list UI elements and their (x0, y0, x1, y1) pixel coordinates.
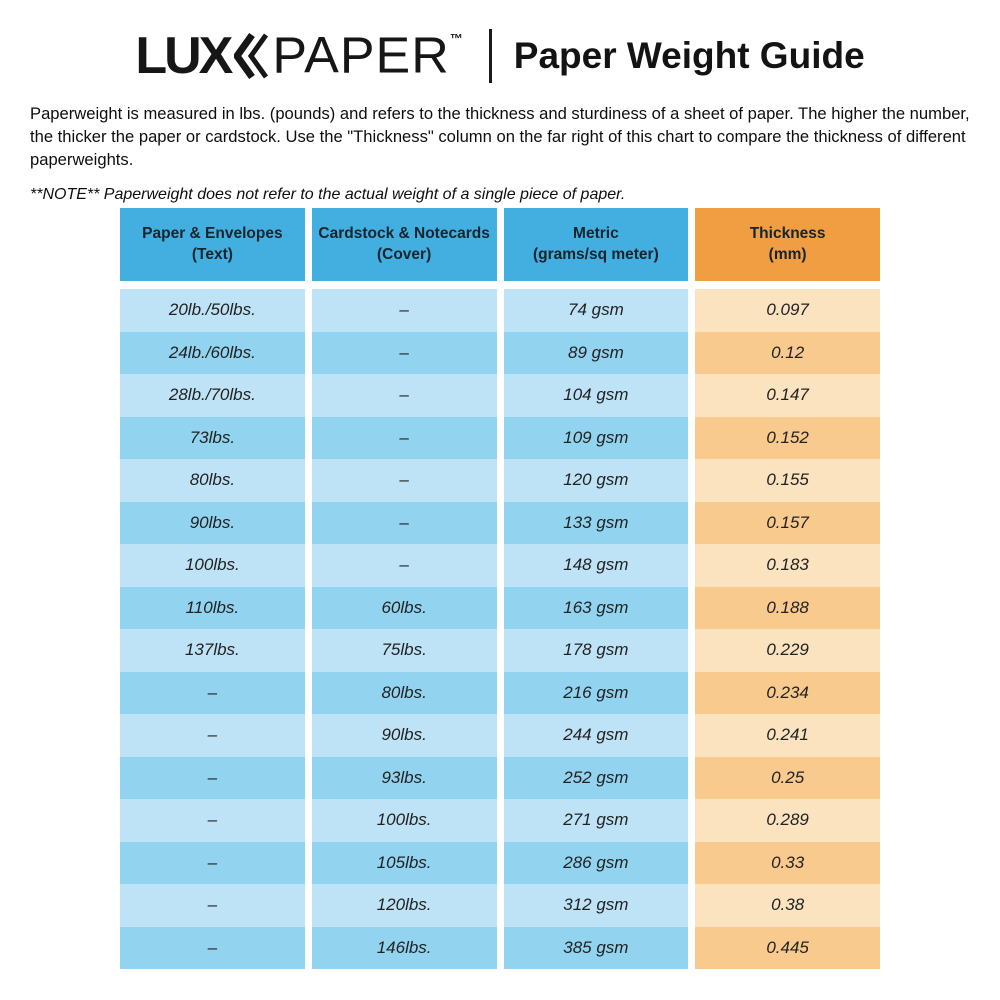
trademark-symbol: ™ (449, 30, 463, 46)
table-cell: 60lbs. (312, 587, 497, 630)
table-cell: 0.33 (695, 842, 880, 885)
table-cell: 0.38 (695, 884, 880, 927)
table-cell: 0.147 (695, 374, 880, 417)
table-row (120, 544, 880, 587)
table-cell: 90lbs. (312, 714, 497, 757)
table-cell: – (312, 417, 497, 460)
table-cell: 110lbs. (120, 587, 305, 630)
table-header-row (120, 208, 880, 281)
table-cell: 0.183 (695, 544, 880, 587)
table-cell: 271 gsm (504, 799, 689, 842)
table-cell: 0.241 (695, 714, 880, 757)
table-cell: 0.229 (695, 629, 880, 672)
table-cell: 24lb./60lbs. (120, 332, 305, 375)
note-text: **NOTE** Paperweight does not refer to the actual weight of a single piece of paper. (30, 186, 626, 203)
table-row (120, 459, 880, 502)
intro-paragraph: Paperweight is measured in lbs. (pounds) and refers to the thickness and sturdiness of a sheet of paper. The higher the number, the thicker the paper or cardstock. Use the "Thickness" column on the far right of this chart to compare the thickness of different paperweights. (30, 104, 970, 169)
table-cell: 105lbs. (312, 842, 497, 885)
table-cell: 244 gsm (504, 714, 689, 757)
table-cell: – (312, 459, 497, 502)
page-title: Paper Weight Guide (513, 35, 865, 76)
table-cell: – (312, 502, 497, 545)
column-header-label: Metric (573, 225, 619, 243)
table-cell: 104 gsm (504, 374, 689, 417)
table-cell: – (120, 757, 305, 800)
column-header-sublabel: (mm) (768, 245, 807, 263)
table-cell: – (312, 289, 497, 332)
table-cell: 146lbs. (312, 927, 497, 970)
column-header-sublabel: (grams/sq meter) (532, 245, 659, 263)
table-cell: 90lbs. (120, 502, 305, 545)
table-cell: 75lbs. (312, 629, 497, 672)
table-cell: 120lbs. (312, 884, 497, 927)
table-cell: – (120, 884, 305, 927)
double-chevron-left-icon (234, 33, 270, 83)
column-header-metric (504, 208, 689, 281)
table-row (120, 799, 880, 842)
table-cell: 286 gsm (504, 842, 689, 885)
column-header-sublabel: (Cover) (376, 245, 432, 263)
table-cell: 312 gsm (504, 884, 689, 927)
table-cell: 93lbs. (312, 757, 497, 800)
table-cell: 0.155 (695, 459, 880, 502)
table-cell: 133 gsm (504, 502, 689, 545)
table-row (120, 332, 880, 375)
column-header-label: Paper & Envelopes (142, 225, 283, 243)
paper-weight-table (120, 208, 880, 969)
table-cell: 252 gsm (504, 757, 689, 800)
table-cell: 0.097 (695, 289, 880, 332)
table-cell: – (120, 842, 305, 885)
table-row (120, 842, 880, 885)
table-cell: 120 gsm (504, 459, 689, 502)
table-cell: – (312, 544, 497, 587)
logo-paper-text: PAPER (272, 27, 450, 84)
table-cell: 0.157 (695, 502, 880, 545)
table-cell: 0.234 (695, 672, 880, 715)
table-cell: – (120, 672, 305, 715)
table-cell: – (120, 799, 305, 842)
table-cell: 385 gsm (504, 927, 689, 970)
table-cell: – (312, 374, 497, 417)
table-cell: 0.289 (695, 799, 880, 842)
title-divider (489, 29, 492, 83)
table-cell: 74 gsm (504, 289, 689, 332)
table-row (120, 374, 880, 417)
table-cell: 28lb./70lbs. (120, 374, 305, 417)
table-row (120, 714, 880, 757)
table-cell: 137lbs. (120, 629, 305, 672)
table-cell: 80lbs. (312, 672, 497, 715)
table-body (120, 289, 880, 969)
column-header-cardstock-notecards (312, 208, 497, 281)
table-row (120, 884, 880, 927)
table-row (120, 502, 880, 545)
table-cell: 73lbs. (120, 417, 305, 460)
table-cell: 89 gsm (504, 332, 689, 375)
column-header-label: Thickness (749, 225, 826, 243)
column-header-paper-envelopes (120, 208, 305, 281)
table-cell: 0.152 (695, 417, 880, 460)
table-cell: 20lb./50lbs. (120, 289, 305, 332)
lux-paper-logo (135, 26, 463, 85)
table-cell: 109 gsm (504, 417, 689, 460)
table-cell: – (120, 927, 305, 970)
table-cell: 216 gsm (504, 672, 689, 715)
table-cell: 178 gsm (504, 629, 689, 672)
table-cell: 148 gsm (504, 544, 689, 587)
table-row (120, 927, 880, 970)
table-row (120, 289, 880, 332)
table-cell: 0.12 (695, 332, 880, 375)
table-cell: – (312, 332, 497, 375)
column-header-label: Cardstock & Notecards (318, 225, 490, 243)
table-cell: 0.188 (695, 587, 880, 630)
brand-header (0, 0, 1000, 86)
table-cell: 80lbs. (120, 459, 305, 502)
column-header-sublabel: (Text) (191, 245, 233, 263)
table-cell: 163 gsm (504, 587, 689, 630)
table-row (120, 587, 880, 630)
table-cell: – (120, 714, 305, 757)
column-header-thickness (695, 208, 880, 281)
table-cell: 0.25 (695, 757, 880, 800)
logo-lux-text: LUX (135, 26, 231, 85)
table-row (120, 629, 880, 672)
table-cell: 100lbs. (120, 544, 305, 587)
table-row (120, 417, 880, 460)
table-row (120, 757, 880, 800)
table-row (120, 672, 880, 715)
table-cell: 100lbs. (312, 799, 497, 842)
table-cell: 0.445 (695, 927, 880, 970)
